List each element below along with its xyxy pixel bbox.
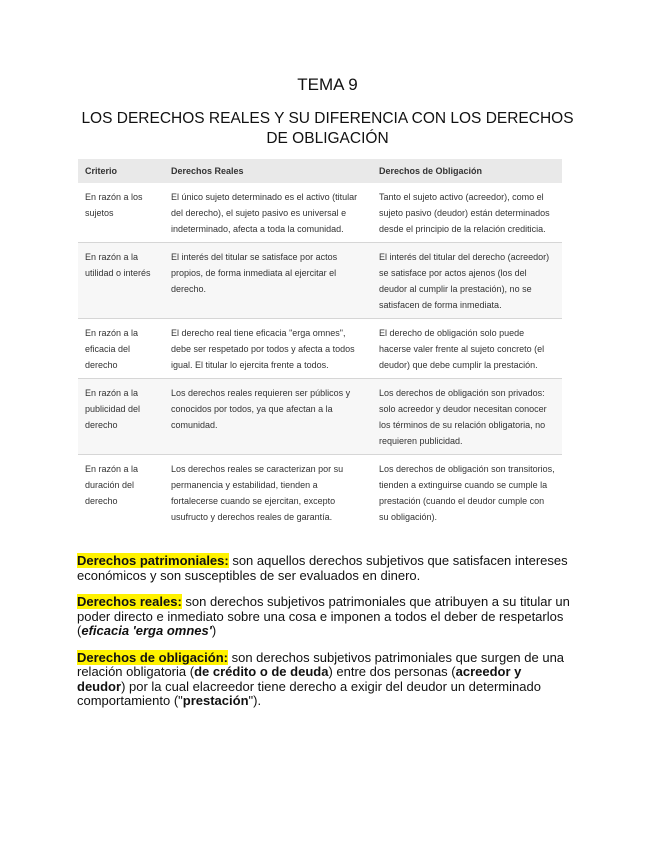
- definition-text: son aquellos derechos subjetivos que satisfacen intereses económicos y son susceptibles de ser evaluados en dinero.: [77, 553, 568, 583]
- cell-criterio: En razón a la utilidad o interés: [85, 252, 151, 278]
- definition-text: ").: [248, 693, 262, 708]
- cell-reales: Los derechos reales se caracterizan por su permanencia y estabilidad, tienden a fortalecerse cuando se ejercitan, excepto usufructo y derechos reales de garantía.: [171, 464, 344, 522]
- page-title: TEMA 9: [297, 75, 358, 94]
- cell-obligacion: Los derechos de obligación son privados: solo acreedor y deudor necesitan conocer los términos de su relación obligatoria, no requieren publicidad.: [379, 388, 547, 446]
- cell-criterio: En razón a los sujetos: [85, 192, 143, 218]
- definition-emphasis: eficacia 'erga omnes': [81, 623, 212, 638]
- definition-derechos-reales: [77, 595, 572, 639]
- definition-bold: prestación: [182, 693, 249, 708]
- definition-bold: acreedor y deudor: [77, 664, 522, 694]
- definition-text: ) entre dos personas (: [328, 664, 456, 679]
- cell-reales: El interés del titular se satisface por actos propios, de forma inmediata al ejercitar el derecho.: [171, 252, 338, 294]
- term-highlight: Derechos reales:: [77, 594, 182, 609]
- cell-obligacion: Tanto el sujeto activo (acreedor), como el sujeto pasivo (deudor) están determinados desde el principio de la relación crediticia.: [379, 192, 550, 234]
- header-criterio: Criterio: [85, 166, 118, 176]
- cell-obligacion: El derecho de obligación solo puede hacerse valer frente al sujeto concreto (el deudor) que debe cumplir la prestación.: [379, 328, 545, 370]
- cell-obligacion: El interés del titular del derecho (acreedor) se satisface por actos ajenos (los del deudor al cumplir la prestación), no se satisfacen de forma inmediata.: [379, 252, 550, 310]
- definition-text: ) por la cual elacreedor tiene derecho a exigir del deudor un determinado comportamiento (": [77, 678, 541, 708]
- definition-text: son derechos subjetivos patrimoniales que surgen de una relación obligatoria (: [77, 649, 565, 679]
- cell-reales: El único sujeto determinado es el activo (titular del derecho), el sujeto pasivo es universal e indeterminado, afecta a toda la comunidad.: [171, 192, 358, 234]
- cell-criterio: En razón a la publicidad del derecho: [85, 388, 141, 430]
- cell-reales: Los derechos reales requieren ser públicos y conocidos por todos, ya que afectan a la comunidad.: [171, 388, 351, 430]
- table-row: [78, 379, 562, 455]
- table-header-row: [78, 159, 562, 183]
- cell-criterio: En razón a la eficacia del derecho: [85, 328, 139, 370]
- header-derechos-obligacion: Derechos de Obligación: [379, 166, 483, 176]
- table-row: [78, 319, 562, 379]
- page-subtitle: LOS DERECHOS REALES Y SU DIFERENCIA CON LOS DERECHOS DE OBLIGACIÓN: [81, 110, 574, 147]
- definition-text: son derechos subjetivos patrimoniales que atribuyen a su titular un poder directo e inmediato sobre una cosa e imponen a todos el deber de respetarlos (: [77, 594, 570, 638]
- definitions-section: [77, 554, 572, 721]
- term-highlight: Derechos patrimoniales:: [77, 553, 229, 568]
- header-derechos-reales: Derechos Reales: [171, 166, 244, 176]
- definition-bold: de crédito o de deuda: [194, 664, 329, 679]
- cell-obligacion: Los derechos de obligación son transitorios, tienden a extinguirse cuando se cumple la prestación (cuando el deudor cumple con su obligación).: [379, 464, 555, 522]
- term-highlight: Derechos de obligación:: [77, 649, 228, 665]
- definition-derechos-obligacion: [77, 651, 572, 709]
- comparison-table: [78, 159, 562, 530]
- cell-criterio: En razón a la duración del derecho: [85, 464, 139, 506]
- cell-reales: El derecho real tiene eficacia "erga omnes", debe ser respetado por todos y afecta a todos igual. El titular lo ejercita frente a todos.: [171, 328, 355, 370]
- table-row: [78, 455, 562, 530]
- definition-derechos-patrimoniales: [77, 554, 572, 583]
- table-row: [78, 183, 562, 243]
- definition-text-end: ): [211, 623, 217, 638]
- table-row: [78, 243, 562, 319]
